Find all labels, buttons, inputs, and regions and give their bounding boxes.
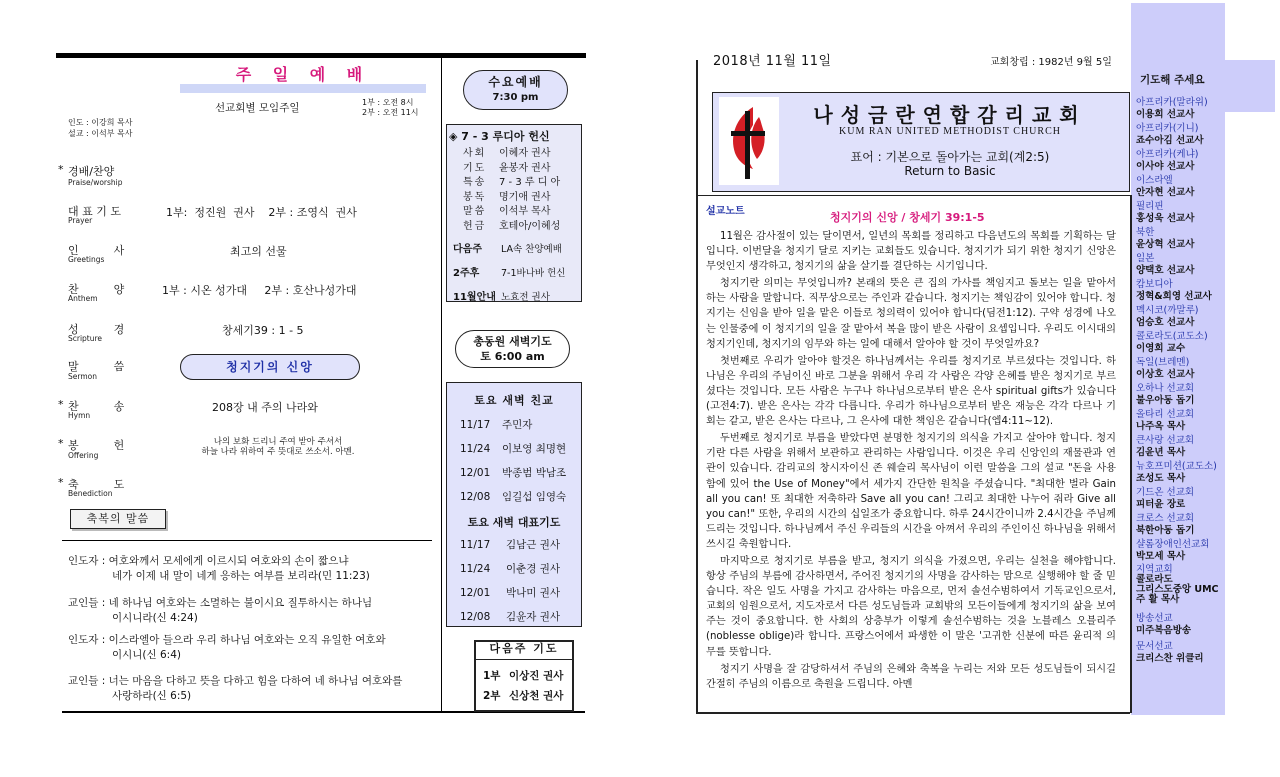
upcoming-list <box>453 238 578 310</box>
prayer-item <box>1136 253 1226 279</box>
mission-field: 아프리카(기니) <box>1136 123 1199 134</box>
prayer-item <box>1136 539 1226 565</box>
order-label: 인 사 <box>68 244 125 257</box>
missionary: 조성도 목사 <box>1136 472 1186 484</box>
order-sub: Offering <box>68 451 99 460</box>
prayer-name: 김윤자 권사 <box>506 611 561 623</box>
reading-line: 이시니(신 6:4) <box>112 649 182 661</box>
order-label: 대 표 기 도 <box>68 205 121 218</box>
prayer-item <box>1136 641 1226 667</box>
blessing-label: 축복의 말씀 <box>70 509 166 529</box>
prayer-item <box>1136 513 1226 539</box>
wednesday-time: 7:30 pm <box>492 92 539 103</box>
offering-prayer <box>168 437 388 457</box>
missionary: 엄승호 선교사 <box>1136 316 1195 328</box>
prayer-item <box>1136 565 1226 613</box>
order-bullet: * <box>58 476 64 489</box>
mission-field: 문서선교 <box>1136 641 1173 652</box>
order-content: 208장 내 주의 나라와 <box>212 401 318 414</box>
order-sub: Greetings <box>68 255 105 264</box>
top-rule <box>56 53 586 58</box>
reading-line: 네 하나님 여호와는 소멸하는 불이시요 질투하시는 하나님 <box>108 597 373 609</box>
duty-person: 명기애 권사 <box>499 191 551 203</box>
missionary: 이상호 선교사 <box>1136 368 1195 380</box>
responsive-reading-4 <box>68 674 438 704</box>
frame-top <box>696 195 1130 196</box>
church-motto: 표어 : 기본으로 돌아가는 교회(계2:5) <box>850 150 1050 164</box>
prayer-date: 12/08 <box>460 611 491 623</box>
order-sub: Sermon <box>68 372 97 381</box>
duty-role: 특송 <box>463 177 487 188</box>
prayer-name: 김남근 권사 <box>506 539 561 551</box>
upcoming-row <box>453 262 578 286</box>
next-prayer-service: 2부 <box>483 690 501 702</box>
duty-person: 이혜자 권사 <box>499 148 551 159</box>
order-content: 1부 : 시온 성가대 2부 : 호산나성가대 <box>162 284 357 297</box>
missionary: 이용희 선교사 <box>1136 108 1195 120</box>
order-bullet: * <box>58 398 64 411</box>
duty-person: 이석부 목사 <box>499 206 551 217</box>
mission-field: 지역교회 <box>1136 564 1173 575</box>
offering-prayer-line: 나의 보화 드리니 주여 받아 주셔서 <box>213 437 343 447</box>
duty-role: 헌금 <box>463 220 487 232</box>
presider: 인도 : 이강희 목사 <box>68 118 133 127</box>
order-content: 최고의 선물 <box>230 245 287 258</box>
prayer-item <box>1136 461 1226 487</box>
missionary: 크리스찬 위클리 <box>1136 652 1204 664</box>
order-sub: Hymn <box>68 411 91 420</box>
prayer-row <box>460 557 560 581</box>
sermon-paragraph: 첫번째로 우리가 알아야 할것은 하나님께서는 우리를 청지기로 부르셨다는 것입니다. 하나님은 우리의 주님이신 바로 그분을 위해서 우리 각 사람은 각양 은혜를 받은 청지기로 부르셨다는 것입니다. 모든 사람은 누구나 하나님으로부터 받은 은사 spiritual gifts가 있습니다(고전4:7). 받은 은사는 각각 다릅니다. 우리가 하나님으로부터 받은 재능은 각각 다르나 기회는 같고, 받은 은사는 다르나, 그 은사에 대한 책임은 같습니다(엡4:11~12). <box>706 355 1116 428</box>
mission-field: 멕시코(까말루) <box>1136 305 1199 316</box>
saturday-fellowship-list <box>460 413 566 509</box>
missionary: 김윤년 목사 <box>1136 446 1186 458</box>
duty-person: 윤봉자 권사 <box>499 162 551 174</box>
prayer-row <box>460 581 560 605</box>
upcoming-what: 7-1바나바 헌신 <box>501 268 566 279</box>
missionary: 박모세 목사 <box>1136 550 1186 562</box>
duty-row <box>463 162 578 177</box>
sermon-paragraph: 두번째로 청지기로 부름을 받았다면 분명한 청지기의 의식을 가지고 살아야 합니다. 청지기란 다른 사람을 위해서 보관하고 관리하는 사람입니다. 이것은 우리 신앙인의 재물관과 연관이 있습니다. 감리교의 창시자이신 존 웨슬리 목사님이 이런 말씀을 그의 설교 "돈을 사용함에 있어 the Use of Money"에서 세가지 간단한 원칙을 주셨습니다. "최대한 벌라 Gain all you can! 또 최대한 저축하라 Save all you can! 그리고 최대한 나누어 줘라 Give all you can!" 또한, 우리의 시간의 십일조가 중요합니다. 하루 24시간이니까 2.4시간을 주님께 드리는 것입니다. 하나님께서 주신 우리들의 시간을 아껴서 우리의 주인이신 하나님을 위해서 쓰시길 축원합니다. <box>706 433 1116 550</box>
next-prayer-service: 1부 <box>483 670 501 682</box>
mission-field: 올타리 선교회 <box>1136 409 1195 420</box>
prayer-list <box>1136 97 1226 667</box>
missionary: 죠수아김 선교사 <box>1136 134 1204 146</box>
mission-field: 일본 <box>1136 253 1155 264</box>
missionary: 콜로라도 <box>1136 574 1173 585</box>
order-content: 창세기39 : 1 - 5 <box>222 324 304 337</box>
order-sub: Praise/worship <box>68 178 123 187</box>
prayer-item <box>1136 305 1226 331</box>
order-label: 말 씀 <box>68 360 125 373</box>
next-prayer-row <box>483 686 563 706</box>
order-label: 경배/찬양 <box>68 165 115 178</box>
prayer-item <box>1136 487 1226 513</box>
prayer-date: 12/01 <box>460 587 491 599</box>
fellowship-names: 박종범 박남조 <box>502 467 567 479</box>
missionary: 안자현 선교사 <box>1136 186 1195 198</box>
dawn-prayer-box <box>455 330 570 368</box>
duty-heading: ◈ 7 - 3 루디아 헌신 <box>449 130 550 143</box>
dawn-prayer-time: 토 6:00 am <box>480 350 545 363</box>
frame-bottom <box>696 712 1130 714</box>
responsive-reading-3 <box>68 633 438 663</box>
mission-field: 샬롬장애인선교회 <box>1136 539 1210 550</box>
service-time-1: 1부 : 오전 8시 <box>362 98 414 107</box>
order-label: 봉 헌 <box>68 439 125 452</box>
prayer-date: 11/17 <box>460 539 491 551</box>
prayer-item <box>1136 123 1226 149</box>
mission-field: 이스라엘 <box>1136 175 1173 186</box>
next-prayer-name: 신상천 권사 <box>509 690 564 702</box>
reader: 교인들 : <box>68 597 106 609</box>
mission-field: 큰사랑 선교회 <box>1136 435 1195 446</box>
fellowship-row <box>460 437 566 461</box>
mission-field: 오하나 선교회 <box>1136 383 1195 394</box>
prayer-item <box>1136 383 1226 409</box>
mission-field: 독일(브레멘) <box>1136 357 1190 368</box>
next-prayer-name: 이상진 권사 <box>509 670 564 682</box>
sermon-paragraph: 청지기란 의미는 무엇입니까? 본래의 뜻은 큰 집의 가사를 책임지고 돌보는 일을 맡아서 하는 사람을 말합니다. 직무상으로는 주인과 같습니다. 청지기는 책임감이 있어야 합니다. 청지기는 신임을 받아 일을 맡은 이들로 청의력이 있어야 합니다(딤전1:12). 구약 성경에 나오는 인물중에 이 청지기의 일을 잘 맡아서 복을 많이 받은 사람이 요셉입니다. 우리도 이시대의 청지기인데, 청지기의 임무와 하는 일에 대해서 알아야 할 것이 무엇일까요? <box>706 278 1116 350</box>
duty-row <box>463 147 578 162</box>
frame-right <box>1130 195 1132 713</box>
founding-date: 교회창립 : 1982년 9월 5일 <box>990 57 1112 68</box>
prayer-item <box>1136 97 1226 123</box>
fellowship-date: 12/01 <box>460 467 491 479</box>
mission-field: 콜로라도(교도소) <box>1136 331 1208 342</box>
column-divider <box>441 58 442 713</box>
duty-person: 호테아/이혜성 <box>499 220 561 232</box>
prayer-item <box>1136 201 1226 227</box>
fellowship-date: 12/08 <box>460 491 491 503</box>
order-bullet: * <box>58 437 64 450</box>
missionary: 이영희 교수 <box>1136 342 1186 354</box>
next-week-prayer-list <box>483 666 563 706</box>
prayer-name: 이춘경 권사 <box>506 563 561 575</box>
prayer-item <box>1136 435 1226 461</box>
fellowship-row <box>460 413 566 437</box>
upcoming-what: 노효전 권사 <box>501 292 550 303</box>
mission-field: 크로스 선교회 <box>1136 513 1195 524</box>
next-week-prayer-title: 다음주 기도 <box>474 640 574 660</box>
reading-line: 사랑하라(신 6:5) <box>112 690 192 702</box>
upcoming-when: 다음주 <box>453 244 482 255</box>
duty-row <box>463 220 578 235</box>
service-time-2: 2부 : 오전 11시 <box>362 108 419 117</box>
prayer-item <box>1136 279 1226 305</box>
duty-row <box>463 176 578 191</box>
sermon-heading: 청지기의 신앙 / 창세기 39:1-5 <box>830 211 985 224</box>
prayer-item <box>1136 175 1226 201</box>
preacher: 설교 : 이석부 목사 <box>68 129 133 138</box>
missionary: 북한아동 돕기 <box>1136 524 1195 536</box>
prayer-row <box>460 605 560 629</box>
mission-field: 캄보디아 <box>1136 279 1173 290</box>
frame-left <box>696 60 698 714</box>
fellowship-names: 주민자 <box>502 419 533 431</box>
fellowship-row <box>460 461 566 485</box>
duty-role: 말씀 <box>463 206 487 217</box>
reader: 인도자 : <box>68 555 106 567</box>
next-prayer-row <box>483 666 563 686</box>
order-sub: Benediction <box>68 489 113 498</box>
duty-row <box>463 191 578 206</box>
reading-line: 이스라엘아 들으라 우리 하나님 여호와는 오직 유일한 여호와 <box>108 634 386 646</box>
saturday-prayer-title: 토요 새벽 대표기도 <box>467 516 561 529</box>
church-motto-english: Return to Basic <box>904 164 996 178</box>
sermon-paragraph: 마지막으로 청지기로 부름을 받고, 청지기 의식을 가졌으면, 우리는 실천을 해야합니다. 항상 주님의 부름에 감사하면서, 주어진 청지기의 사명을 감사하는 맘으로 실행해야 할 줄 믿습니다. 작은 일도 사명을 가지고 감사하는 마음으로, 먼저 솔선수범하여서 기독교인으로서, 교회의 임원으로서, 지도자로서 다른 성도님들과 교회밖의 모든이들에게 청지기의 삶을 보여주는 것이 중요합니다. 한 사회의 상층부가 이렇게 솔선수범하는 것을 노블레스 오블리주(noblesse oblige)라 합니다. 프랑스어에서 파생한 이 말은 '고귀한 신분에 따른 윤리적 의무를 뜻합니다. <box>706 555 1116 658</box>
reading-line: 이시니라(신 4:24) <box>112 612 198 624</box>
saturday-prayer-list <box>460 533 560 629</box>
order-label: 성 경 <box>68 323 125 336</box>
sermon-paragraph: 11월은 감사절이 있는 달이면서, 일년의 목회를 정리하고 다음년도의 목회를 기획하는 달입니다. 이번달을 청지기 달로 지키는 교회들도 있습니다. 청지기가 되기 위한 청지기 신앙은 무엇인지 생각하고, 청지기의 삶을 살기를 결단하는 시기입니다. <box>706 231 1116 273</box>
mission-field: 북한 <box>1136 227 1155 238</box>
cross-and-flame-logo <box>719 97 779 185</box>
missionary: 피터윤 장로 <box>1136 498 1186 510</box>
missionary: 정혁&희영 선교사 <box>1136 290 1212 302</box>
missionary: 이사야 선교사 <box>1136 160 1195 172</box>
mission-field: 아프리카(케냐) <box>1136 149 1199 160</box>
prayer-item <box>1136 227 1226 253</box>
upcoming-what: LA속 찬양예배 <box>501 244 562 255</box>
prayer-item <box>1136 331 1226 357</box>
duty-row <box>463 205 578 220</box>
page-title: 주 일 예 배 <box>235 65 371 84</box>
bulletin-date: 2018년 11월 11일 <box>713 54 832 69</box>
fellowship-names: 임길섭 임영숙 <box>502 491 567 503</box>
prayer-item <box>1136 613 1226 641</box>
saturday-fellowship-title: 토요 새벽 친교 <box>474 394 554 407</box>
reading-line: 너는 마음을 다하고 뜻을 다하고 힘을 다하여 네 하나님 여호와를 <box>108 675 403 687</box>
sermon-paragraph: 청지기 사명을 잘 감당하셔서 주님의 은혜와 축복을 누리는 저와 모든 성도님들이 되시길 간절히 주님의 이름으로 축원을 드립니다. 아멘 <box>706 663 1116 690</box>
upcoming-row <box>453 286 578 310</box>
mission-field: 필리핀 <box>1136 201 1164 212</box>
upcoming-when: 11월안내 <box>453 292 496 303</box>
mission-field: 뉴호프미션(교도소) <box>1136 461 1217 472</box>
prayer-name: 박나미 권사 <box>506 587 561 599</box>
responsive-divider <box>62 540 432 541</box>
missionary: 홍성욱 선교사 <box>1136 212 1195 224</box>
mission-field: 기드온 선교회 <box>1136 487 1195 498</box>
fellowship-row <box>460 485 566 509</box>
church-name: 나성금란연합감리교회 <box>813 103 1087 127</box>
missionary: 윤상혁 선교사 <box>1136 238 1195 250</box>
reader: 교인들 : <box>68 675 106 687</box>
order-label: 축 도 <box>68 478 125 491</box>
missionary: 양택호 선교사 <box>1136 264 1195 276</box>
missionary-detail: 주 활 목사 <box>1136 594 1180 605</box>
fellowship-date: 11/24 <box>460 443 491 455</box>
order-content: 1부: 정진원 권사 2부 : 조영식 권사 <box>166 206 357 219</box>
upcoming-when: 2주후 <box>453 268 480 279</box>
prayer-date: 11/24 <box>460 563 491 575</box>
reading-line: 여호와께서 모세에게 이르시되 여호와의 손이 짧으냐 <box>108 555 349 567</box>
order-bullet: * <box>58 163 64 176</box>
missionary: 불우아동 돕기 <box>1136 394 1195 406</box>
mission-field: 아프리카(말라위) <box>1136 97 1208 108</box>
sermon-body <box>706 229 1116 694</box>
missionary: 나주옥 목사 <box>1136 420 1186 432</box>
mission-field: 방송선교 <box>1136 613 1173 624</box>
wednesday-service-box <box>463 70 568 110</box>
duty-role: 기도 <box>463 162 487 174</box>
fellowship-date: 11/17 <box>460 419 491 431</box>
fellowship-names: 이보영 최명현 <box>502 443 567 455</box>
reader: 인도자 : <box>68 634 106 646</box>
sermon-note-label: 설교노트 <box>706 206 745 217</box>
duty-list <box>463 147 578 234</box>
prayer-item <box>1136 409 1226 435</box>
responsive-reading-1 <box>68 554 438 584</box>
duty-role: 봉독 <box>463 191 487 203</box>
wednesday-title: 수요예배 <box>488 75 543 89</box>
order-label: 찬 양 <box>68 283 125 296</box>
prayer-row <box>460 533 560 557</box>
duty-role: 사회 <box>463 148 487 159</box>
duty-person: 7 - 3 루 디 아 <box>499 177 561 188</box>
prayer-item <box>1136 149 1226 175</box>
dawn-prayer-title: 총동원 새벽기도 <box>473 335 552 348</box>
service-subtitle: 선교회별 모임주일 <box>215 102 300 114</box>
order-sub: Scripture <box>68 334 103 343</box>
responsive-reading-2 <box>68 596 438 626</box>
reading-line: 네가 이제 내 말이 네게 응하는 여부를 보리라(민 11:23) <box>112 570 370 582</box>
prayer-item <box>1136 357 1226 383</box>
order-label: 찬 송 <box>68 400 125 413</box>
church-name-english: KUM RAN UNITED METHODIST CHURCH <box>839 126 1061 137</box>
prayer-request-title: 기도해 주세요 <box>1140 74 1205 86</box>
offering-prayer-line: 하늘 나라 위하여 주 뜻대로 쓰소서. 아멘. <box>201 447 355 457</box>
missionary-detail: 그리스도중앙 UMC <box>1136 584 1219 595</box>
upcoming-row <box>453 238 578 262</box>
missionary: 미주복음방송 <box>1136 624 1192 636</box>
order-sub: Prayer <box>68 216 93 225</box>
sermon-title: 청지기의 신앙 <box>180 354 360 380</box>
order-sub: Anthem <box>68 294 98 303</box>
